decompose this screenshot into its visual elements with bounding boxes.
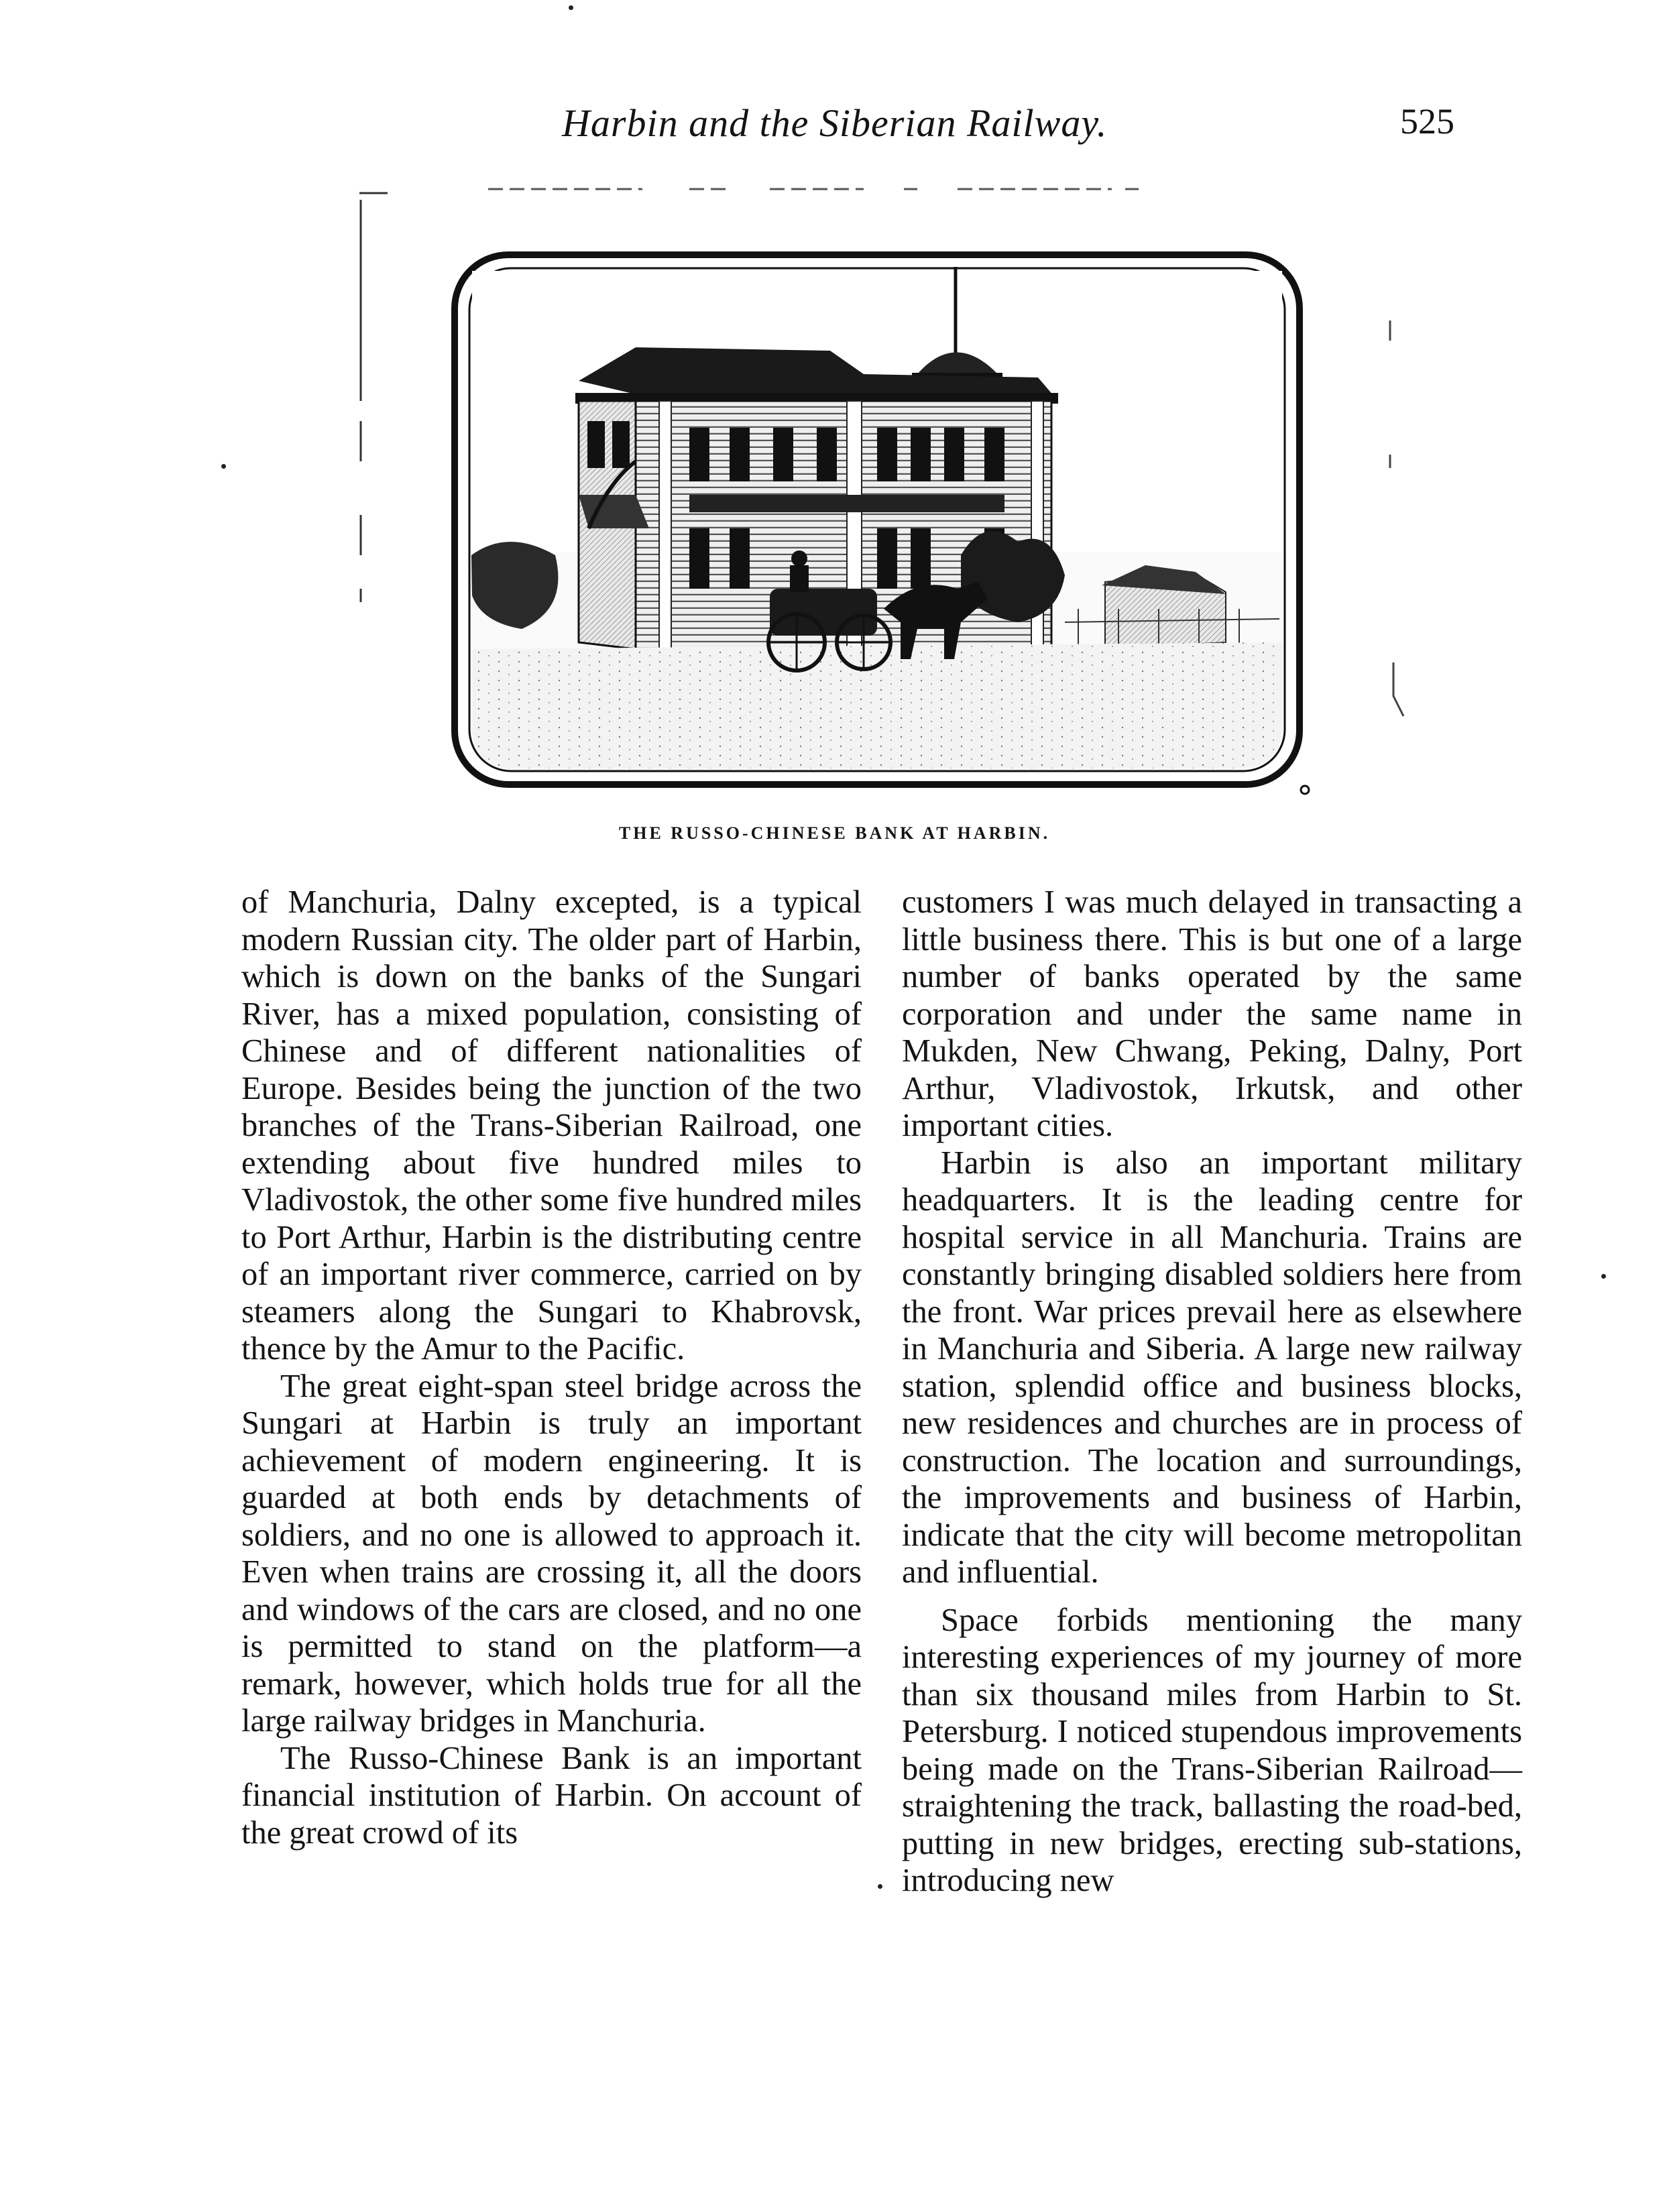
paragraph: Space forbids mentioning the many interesting experiences of my journey of more than six thousand miles from Harbin to St. Petersburg. I noticed stupendous improvements being made on the Trans-Siberian Railroad—straightening the track, ballasting the road-bed, putting in new bridges, erecting sub-stations, introducing new xyxy=(902,1602,1522,1898)
paragraph: The Russo-Chinese Bank is an important financial institution of Harbin. On account of the great crowd of its xyxy=(241,1740,862,1851)
paragraph: Harbin is also an important military headquarters. It is the leading centre for hospital service in all Manchuria. Trains are constantly bringing disabled soldiers here from the front. War prices prevail here as elsewhere in Manchuria and Siberia. A large new railway station, splendid office and business blocks, new residences and churches are in process of construction. The location and surroundings, the improvements and business of Harbin, indicate that the city will become metropolitan and influential. xyxy=(902,1145,1522,1590)
bank-photograph xyxy=(354,180,1414,817)
scan-speck xyxy=(878,1884,882,1889)
page-number: 525 xyxy=(1400,101,1454,141)
left-text-column xyxy=(241,884,862,1851)
figure-caption: THE RUSSO-CHINESE BANK AT HARBIN. xyxy=(618,823,1051,843)
paragraph: customers I was much delayed in transacting a little business there. This is but one of a large number of banks operated by the same corporation and under the same name in Mukden, New Chwang, Peking, Dalny, Port Arthur, Vladivostok, Irkutsk, and other important cities. xyxy=(902,884,1522,1143)
scan-speck xyxy=(569,5,573,10)
bank-building-illustration xyxy=(354,180,1414,817)
right-text-column xyxy=(902,884,1522,1900)
scan-speck xyxy=(221,464,226,469)
paragraph: The great eight-span steel bridge across the Sungari at Harbin is truly an important achievement of modern engineering. It is guarded at both ends by detachments of soldiers, and no one is allowed to approach it. Even when trains are crossing it, all the doors and windows of the cars are closed, and no one is permitted to stand on the platform—a remark, however, which holds true for all the large railway bridges in Manchuria. xyxy=(241,1368,862,1739)
running-title: Harbin and the Siberian Railway. xyxy=(562,101,1108,145)
running-head xyxy=(0,101,1669,154)
scan-speck xyxy=(1601,1274,1606,1279)
paragraph: of Manchuria, Dalny excepted, is a typical modern Russian city. The older part of Harbin, which is down on the banks of the Sungari River, has a mixed population, consisting of Chinese and of different nationalities of Europe. Besides being the junction of the two branches of the Trans-Siberian Railroad, one extending about five hundred miles to Vladivostok, the other some five hundred miles to Port Arthur, Harbin is the distributing centre of an important river commerce, carried on by steamers along the Sungari to Khabrovsk, thence by the Amur to the Pacific. xyxy=(241,884,862,1366)
